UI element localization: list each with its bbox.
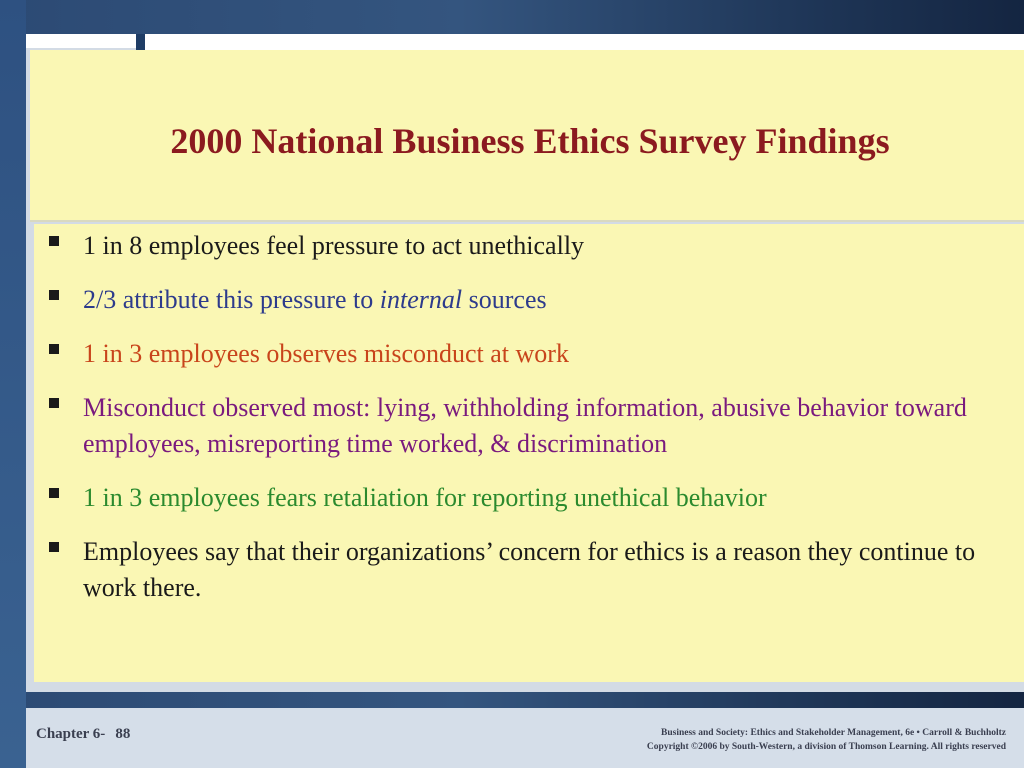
bullet-text: 1 in 8 employees feel pressure to act unethically (83, 231, 585, 260)
bullet-text-post: sources (462, 285, 547, 314)
slide-footer (26, 708, 1024, 768)
bullet-item (46, 480, 1006, 516)
credit-line-2: Copyright ©2006 by South-Western, a division of Thomson Learning. All rights reserved (646, 742, 1006, 752)
chapter-text: Chapter 6- (36, 726, 106, 742)
top-accent-bar-right (145, 34, 1024, 50)
square-bullet-icon (49, 488, 59, 498)
top-accent-bar (26, 34, 136, 48)
square-bullet-icon (49, 290, 59, 300)
copyright-credits (647, 726, 1006, 754)
bullet-text: Employees say that their organizations’ concern for ethics is a reason they continue to work there. (83, 537, 976, 602)
bullet-item (46, 390, 1006, 462)
square-bullet-icon (49, 236, 59, 246)
bullet-text: 1 in 3 employees observes misconduct at work (83, 339, 569, 368)
bullet-item (46, 282, 1006, 318)
square-bullet-icon (49, 344, 59, 354)
bullet-item (46, 228, 1006, 264)
page-number: 88 (115, 726, 131, 742)
bullet-text: 1 in 3 employees fears retaliation for reporting unethical behavior (83, 483, 767, 512)
square-bullet-icon (49, 542, 59, 552)
left-decor-strip (0, 0, 26, 768)
credit-line-1: Business and Society: Ethics and Stakeholder Management, 6e • Carroll & Buchholtz (661, 728, 1006, 738)
bullet-item (46, 534, 1006, 606)
bullet-text-pre: 2/3 attribute this pressure to (83, 285, 380, 314)
bullet-list (46, 228, 1006, 624)
bullet-text-emphasis: internal (379, 285, 463, 314)
bullet-item (46, 336, 1006, 372)
square-bullet-icon (49, 398, 59, 408)
slide-title: 2000 National Business Ethics Survey Findings (170, 121, 890, 161)
top-accent-divider (136, 34, 145, 50)
chapter-label (36, 726, 130, 743)
bullet-text: Misconduct observed most: lying, withholding information, abusive behavior toward employees, misreporting time worked, & discrimination (83, 393, 967, 458)
